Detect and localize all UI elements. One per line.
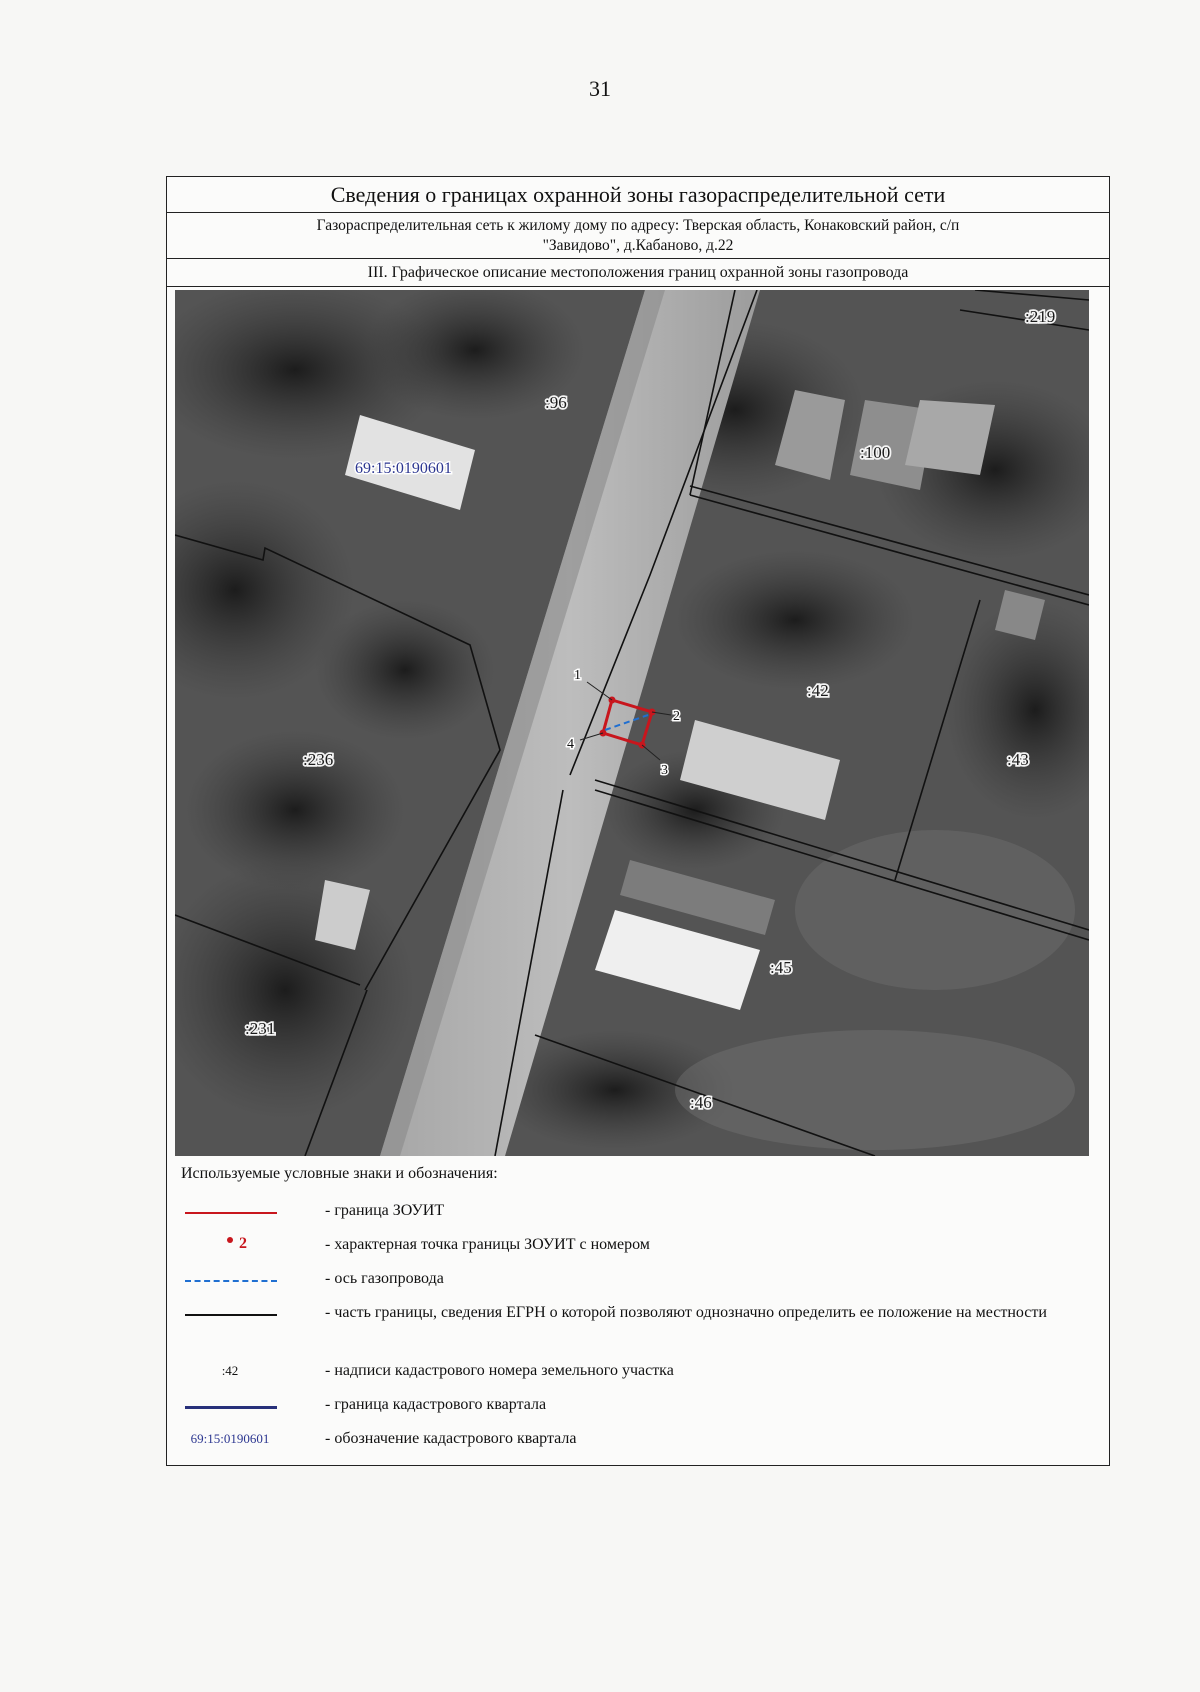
parcel-label: :43 xyxy=(1007,750,1029,769)
parcel-label: :42 xyxy=(807,681,829,700)
section-title: III. Графическое описание местоположения границ охранной зоны газопровода xyxy=(167,259,1109,287)
map-svg xyxy=(175,290,1089,1156)
building xyxy=(905,400,995,475)
point-label-2: 2 xyxy=(673,709,680,724)
legend-title: Используемые условные знаки и обозначения: xyxy=(181,1165,498,1182)
legend-label: - характерная точка границы ЗОУИТ с номером xyxy=(325,1236,650,1253)
blue-dashed-line-symbol xyxy=(185,1271,277,1291)
legend-label: - граница кадастрового квартала xyxy=(325,1396,547,1413)
parcel-label: :219 xyxy=(1025,307,1056,326)
aerial-map xyxy=(175,290,1089,1156)
legend xyxy=(167,1163,1109,1463)
legend-label: - часть границы, сведения ЕГРН о которой позволяют однозначно определить ее положение на местности xyxy=(325,1304,1047,1321)
red-point-symbol xyxy=(185,1235,277,1255)
object-description-line-1: Газораспределительная сеть к жилому дому по адресу: Тверская область, Конаковский район, с/п xyxy=(316,217,960,234)
point-number-sample: 2 xyxy=(239,1235,247,1252)
black-line-symbol xyxy=(185,1305,277,1325)
point-dot-icon xyxy=(227,1237,233,1243)
parcel-label: :231 xyxy=(245,1019,276,1038)
object-description xyxy=(167,213,1109,259)
parcel-label: :96 xyxy=(545,393,567,412)
parcel-label: :45 xyxy=(770,958,792,977)
zone-info-sheet xyxy=(166,176,1110,1466)
parcel-label: :236 xyxy=(303,750,334,769)
parcel-label-sample: :42 xyxy=(221,1363,239,1378)
navy-line-symbol xyxy=(185,1397,277,1417)
red-line-symbol xyxy=(185,1203,277,1223)
point-label-4: 4 xyxy=(567,737,574,752)
object-description-line-2: "Завидово", д.Кабаново, д.22 xyxy=(542,237,734,254)
legend-label: - обозначение кадастрового квартала xyxy=(325,1430,577,1447)
parcel-label: :46 xyxy=(690,1093,712,1112)
parcel-label: :100 xyxy=(860,443,891,462)
legend-label: - ось газопровода xyxy=(325,1270,444,1287)
point-label-3: 3 xyxy=(661,763,668,778)
sheet-title: Сведения о границах охранной зоны газораспределительной сети xyxy=(167,177,1109,213)
quarter-label-sample: 69:15:0190601 xyxy=(190,1431,270,1446)
page-number: 31 xyxy=(589,76,611,101)
legend-label: - граница ЗОУИТ xyxy=(325,1202,445,1219)
quarter-label: 69:15:0190601 xyxy=(355,460,452,477)
point-label-1: 1 xyxy=(574,668,581,683)
legend-label: - надписи кадастрового номера земельного участка xyxy=(325,1362,674,1379)
